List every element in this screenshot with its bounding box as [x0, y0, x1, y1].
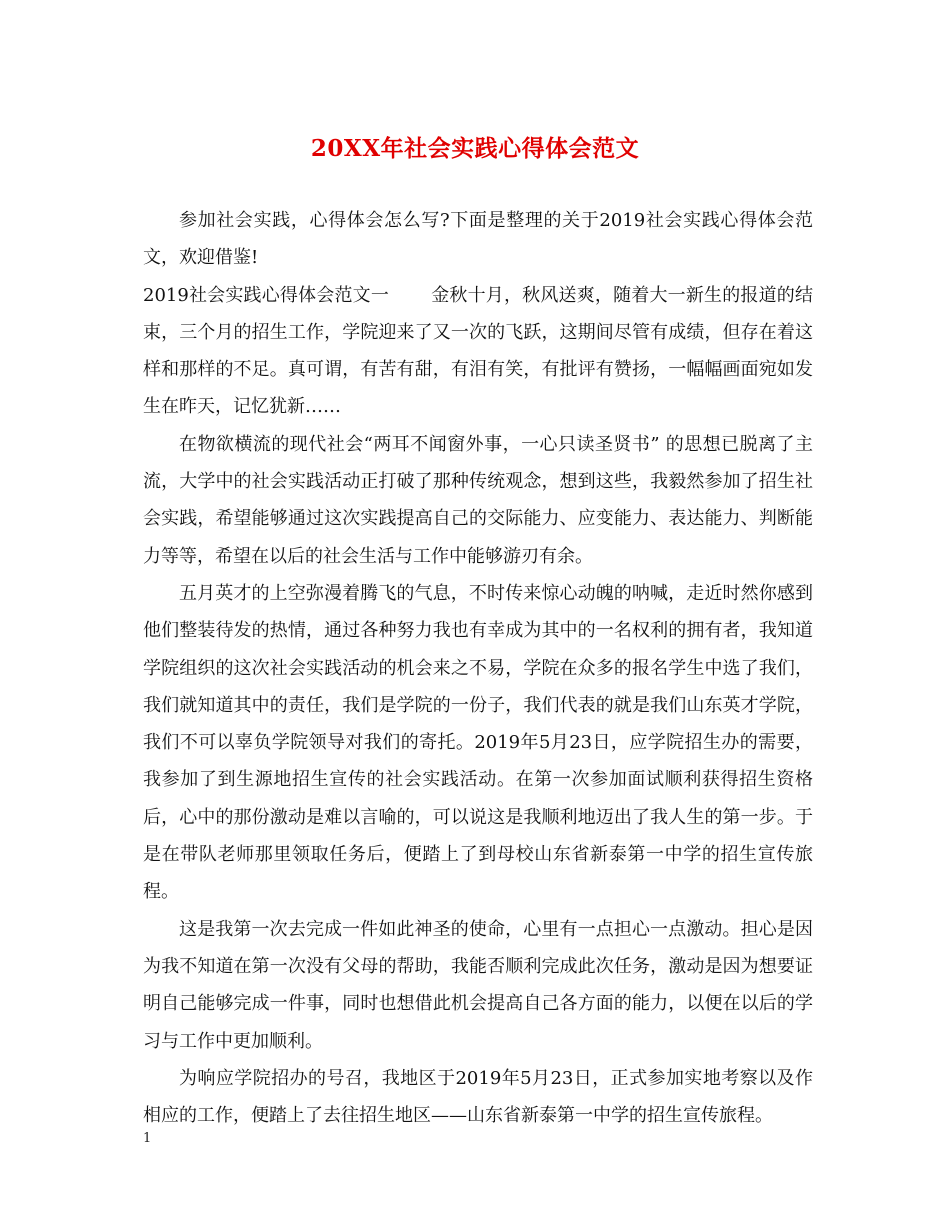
paragraph-section-one [143, 277, 813, 426]
section-text: 金秋十月，秋风送爽，随着大一新生的报道的结束，三个月的招生工作，学院迎来了又一次的飞跃，这期间尽管有成绩，但存在着这样和那样的不足。真可谓，有苦有甜，有泪有笑，有批评有赞扬，一幅幅画面宛如发生在昨天，记忆犹新…… [143, 284, 813, 418]
paragraph-3: 五月英才的上空弥漫着腾飞的气息，不时传来惊心动魄的呐喊，走近时然你感到他们整装待发的热情，通过各种努力我也有幸成为其中的一名权利的拥有者，我知道学院组织的这次社会实践活动的机会来之不易，学院在众多的报名学生中选了我们，我们就知道其中的责任，我们是学院的一份子，我们代表的就是我们山东英才学院，我们不可以辜负学院领导对我们的寄托。2019年5月23日，应学院招生办的需要，我参加了到生源地招生宣传的社会实践活动。在第一次参加面试顺利获得招生资格后，心中的那份激动是难以言喻的，可以说这是我顺利地迈出了我人生的第一步。于是在带队老师那里领取任务后，便踏上了到母校山东省新泰第一中学的招生宣传旅程。 [143, 582, 813, 903]
section-heading: 2019社会实践心得体会范文一 [143, 284, 390, 306]
document-body [143, 202, 813, 1134]
paragraph-4: 这是我第一次去完成一件如此神圣的使命，心里有一点担心一点激动。担心是因为我不知道在第一次没有父母的帮助，我能否顺利完成此次任务，激动是因为想要证明自己能够完成一件事，同时也想借此机会提高自己各方面的能力，以便在以后的学习与工作中更加顺利。 [143, 918, 813, 1052]
paragraph-5: 为响应学院招办的号召，我地区于2019年5月23日，正式参加实地考察以及作相应的工作，便踏上了去往招生地区——山东省新泰第一中学的招生宣传旅程。 [143, 1067, 813, 1127]
page-number: 1 [143, 1131, 152, 1146]
paragraph-intro: 参加社会实践，心得体会怎么写?下面是整理的关于2019社会实践心得体会范文，欢迎借鉴! [143, 210, 813, 269]
paragraph-2: 在物欲横流的现代社会“两耳不闻窗外事，一心只读圣贤书” 的思想已脱离了主流，大学中的社会实践活动正打破了那种传统观念，想到这些，我毅然参加了招生社会实践，希望能够通过这次实践提高自己的交际能力、应变能力、表达能力、判断能力等等，希望在以后的社会生活与工作中能够游刃有余。 [143, 433, 813, 567]
document-title: 20XX年社会实践心得体会范文 [310, 135, 640, 162]
